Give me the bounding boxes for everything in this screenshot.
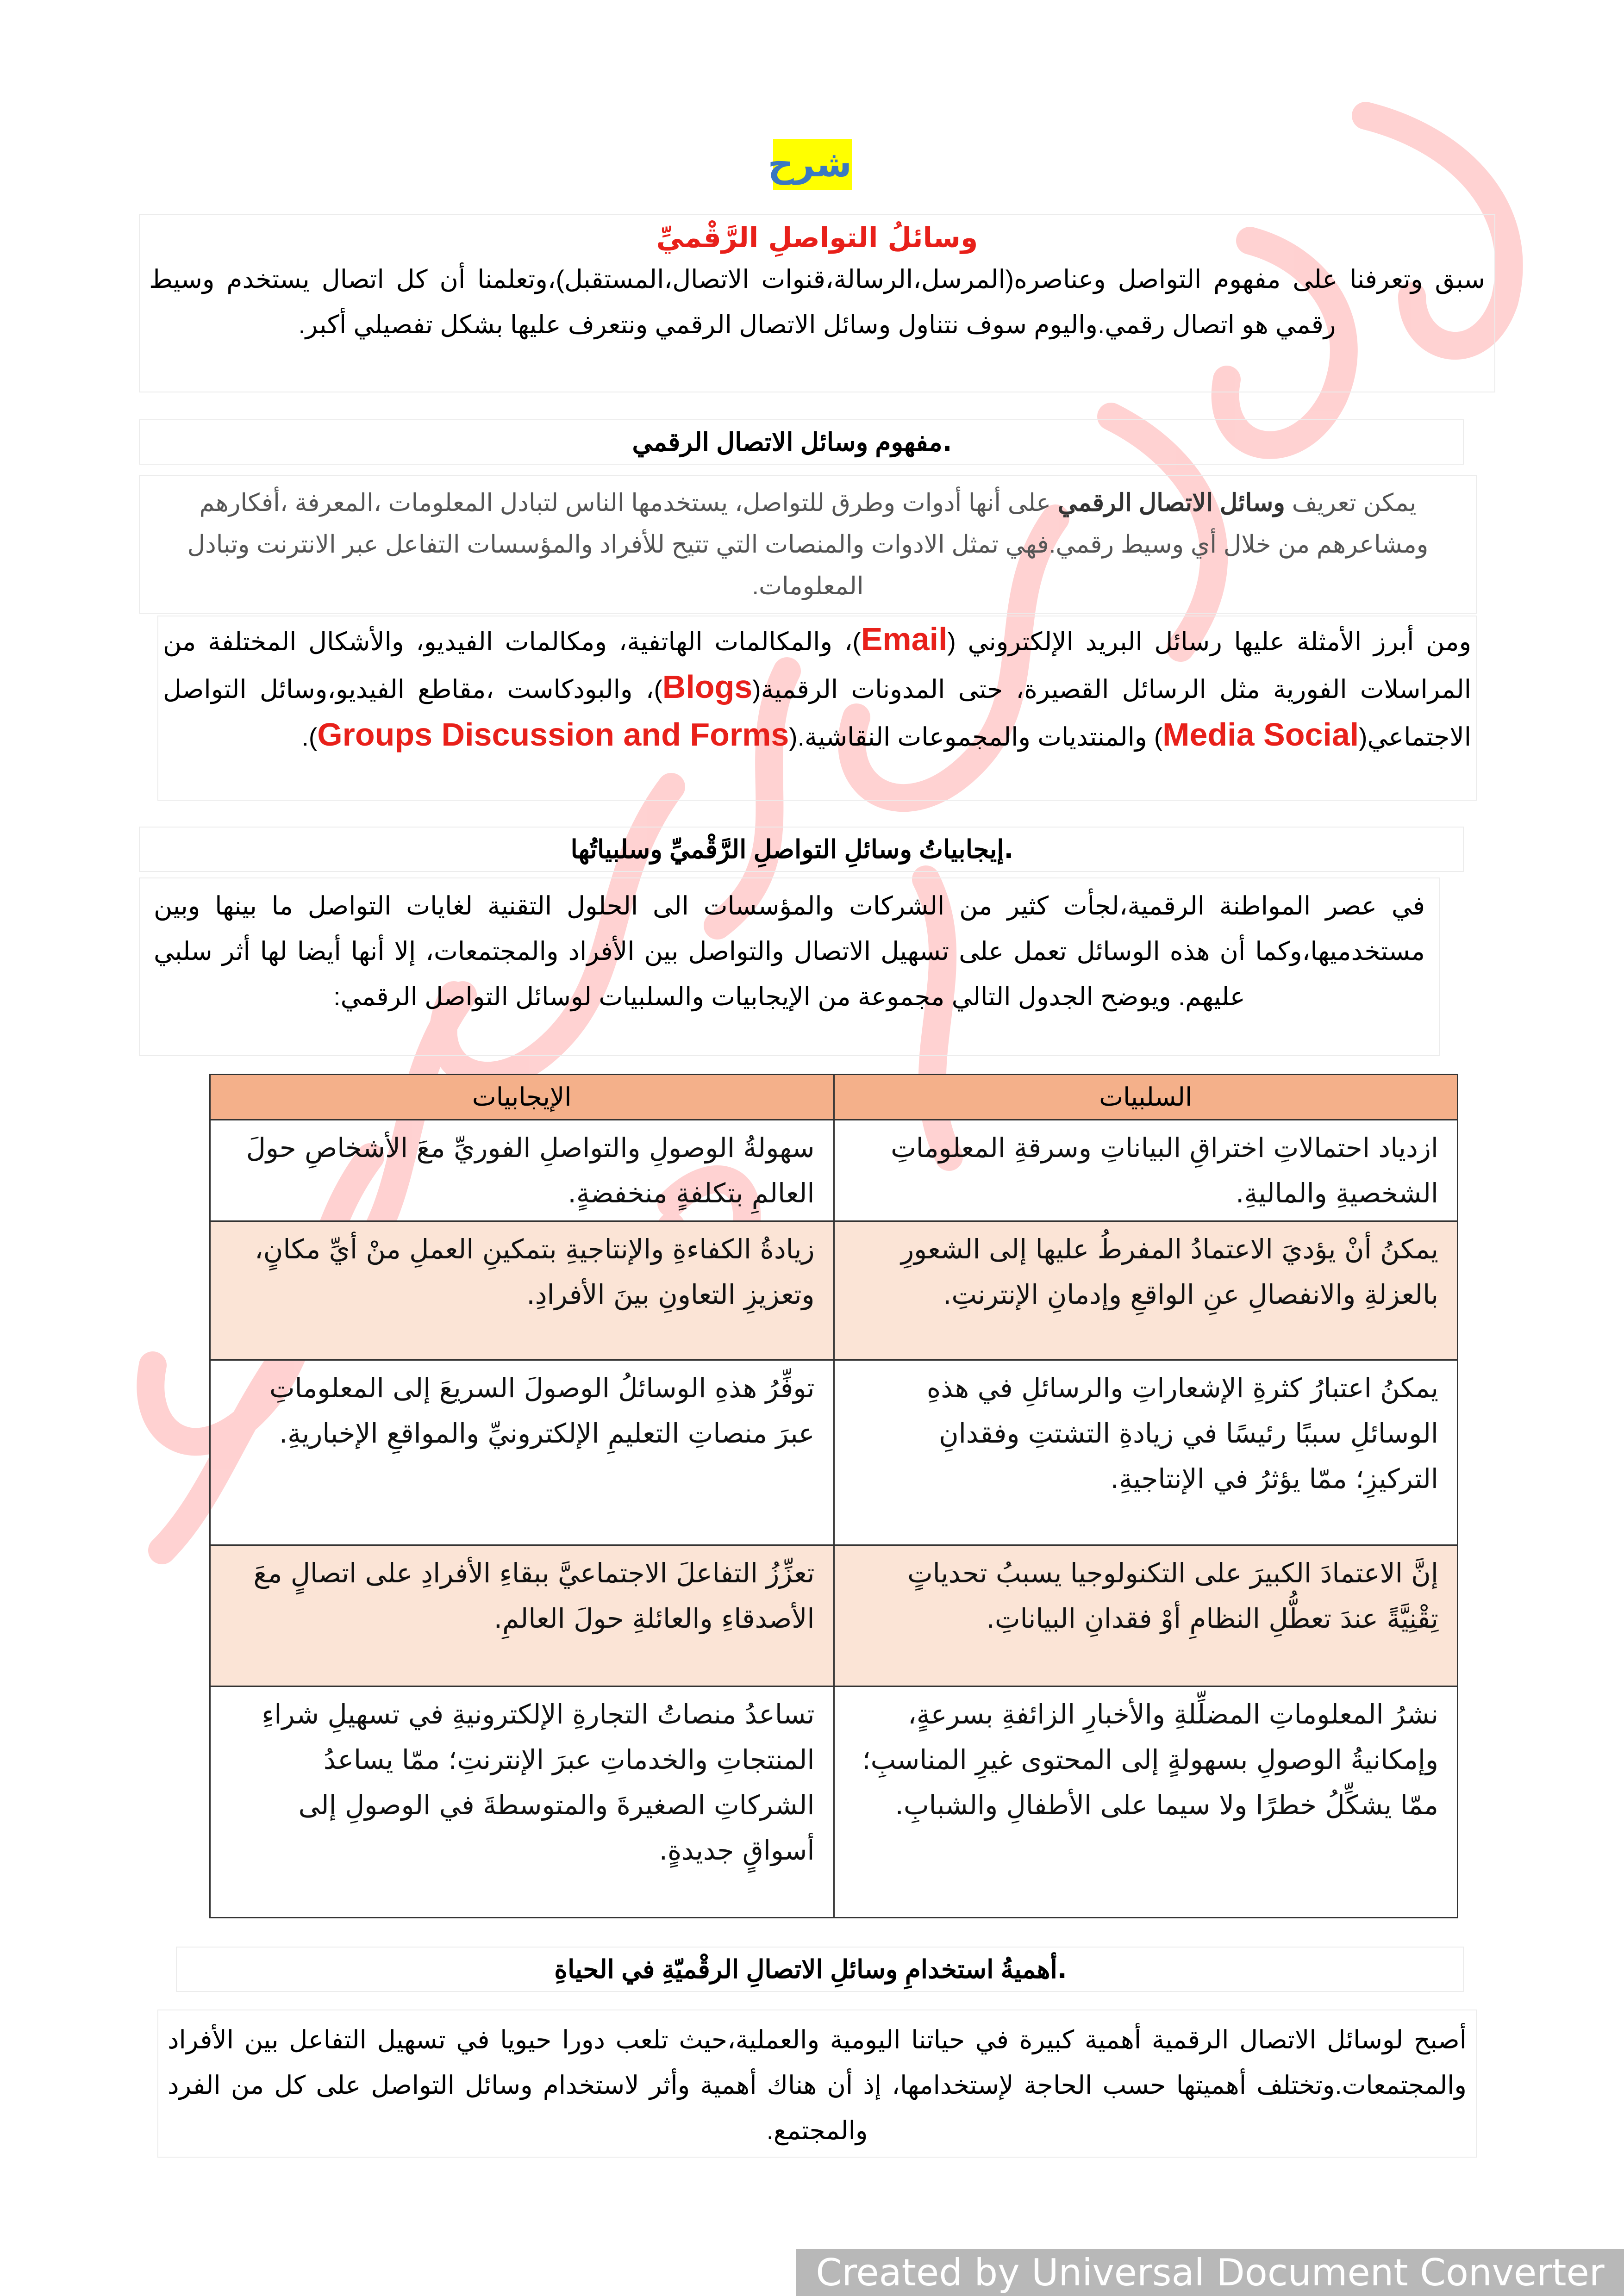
section-title: وسائلُ التواصلِ الرَّقْميِّ	[656, 222, 978, 254]
pros-cons-intro-box	[139, 877, 1440, 1056]
importance-box	[157, 2010, 1477, 2158]
page-title: شرح	[768, 143, 852, 185]
term-media-social: Media Social	[1162, 716, 1359, 753]
definition-term: وسائل الاتصال الرقمي	[1057, 489, 1285, 516]
pros-cell: تساعدُ منصاتُ التجارةِ الإلكترونيةِ في تسهيلِ شراءِ المنتجاتِ والخدماتِ عبرَ الإنترنتِ؛ ممّا يساعدُ الشركاتِ الصغيرةَ والمتوسطةَ في الوصولِ إلى أسواقٍ جديدةٍ.	[210, 1686, 834, 1918]
term-email: Email	[861, 621, 948, 657]
table-row	[210, 1221, 1458, 1360]
examples-box	[157, 616, 1477, 801]
intro-section	[139, 214, 1495, 392]
cons-cell: يمكنُ اعتبارُ كثرةِ الإشعاراتِ والرسائلِ في هذهِ الوسائلِ سببًا رئيسًا في زيادةِ التشتتِ وفقدانِ التركيزِ؛ ممّا يؤثرُ في الإنتاجيةِ.	[834, 1360, 1458, 1545]
term-groups: Groups Discussion and Forms	[317, 716, 789, 753]
pros-cell: سهولةُ الوصولِ والتواصلِ الفوريِّ معَ الأشخاصِ حولَ العالمِ بتكلفةٍ منخفضةٍ.	[210, 1120, 834, 1221]
title-highlight	[768, 139, 852, 190]
pros-cons-table	[209, 1074, 1458, 1918]
converter-footer: Created by Universal Document Converter	[796, 2249, 1624, 2296]
importance-heading: أهميةُ استخدامِ وسائلِ الاتصالِ الرقْميّةِ في الحياةِ	[554, 1955, 1057, 1984]
bullet-marker: .	[1004, 834, 1014, 864]
bullet-marker: .	[1057, 1954, 1067, 1984]
table-row	[210, 1686, 1458, 1918]
examples-text-4: ) والمنتديات والمجموعات النقاشية.(	[789, 722, 1163, 751]
cons-cell: يمكنُ أنْ يؤديَ الاعتمادُ المفرطُ عليها إلى الشعورِ بالعزلةِ والانفصالِ عنِ الواقعِ وإدمانِ الإنترنتِ.	[834, 1221, 1458, 1360]
table-header-row	[210, 1075, 1458, 1120]
examples-text-3: )، والبودكاست ،مقاطع الفيديو،وسائل التواصل الاجتماعي(	[163, 675, 1471, 751]
table-row	[210, 1120, 1458, 1221]
concept-heading-box	[139, 419, 1464, 465]
definition-rest: على أنها أدوات وطرق للتواصل، يستخدمها الناس لتبادل المعلومات ،المعرفة ،أفكارهم ومشاعرهم من خلال أي وسيط رقمي.فهي تمثل الادوات والمنصات التي تتيح للأفراد والمؤسسات التفاعل عبر الانترنت وتبادل المعلومات.	[187, 489, 1429, 600]
examples-text-2: )، والمكالمات الهاتفية، ومكالمات الفيديو، والأشكال المختلفة من المراسلات الفورية مثل الرسائل القصيرة، حتى المدونات الرقمية(	[163, 627, 1471, 703]
pros-cell: زيادةُ الكفاءةِ والإنتاجيةِ بتمكينِ العملِ منْ أيِّ مكانٍ، وتعزيزِ التعاونِ بينَ الأفرادِ.	[210, 1221, 834, 1360]
bullet-marker: .	[942, 427, 952, 457]
pros-cons-heading-box	[139, 827, 1464, 872]
cons-cell: ازدياد احتمالاتِ اختراقِ البياناتِ وسرقةِ المعلوماتِ الشخصيةِ والماليةِ.	[834, 1120, 1458, 1221]
definition-box	[139, 475, 1477, 614]
cons-cell: إنَّ الاعتمادَ الكبيرَ على التكنولوجيا يسببُ تحدياتٍ تِقْنِيَّةً عندَ تعطُّلِ النظامِ أوْ فقدانِ البياناتِ.	[834, 1545, 1458, 1686]
examples-paragraph	[163, 616, 1471, 759]
examples-text-1: ومن أبرز الأمثلة عليها رسائل البريد الإلكتروني (	[947, 627, 1472, 656]
header-pros: الإيجابيات	[210, 1075, 834, 1120]
examples-text-5: ).	[301, 722, 318, 751]
pros-cell: تعزِّزُ التفاعلَ الاجتماعيَّ ببقاءِ الأفرادِ على اتصالٍ معَ الأصدقاءِ والعائلةِ حولَ العالمِ.	[210, 1545, 834, 1686]
definition-paragraph	[168, 482, 1448, 607]
intro-paragraph: سبق وتعرفنا على مفهوم التواصل وعناصره(المرسل،الرسالة،قنوات الاتصال،المستقبل)،وتعلمنا أن كل اتصال يستخدم وسيط رقمي هو اتصال رقمي.واليوم سوف نتناول وسائل الاتصال الرقمي ونتعرف عليها بشكل تفصيلي أكبر.	[149, 265, 1485, 339]
table-row	[210, 1360, 1458, 1545]
concept-heading: مفهوم وسائل الاتصال الرقمي	[632, 428, 943, 456]
pros-cell: توفِّرُ هذهِ الوسائلُ الوصولَ السريعَ إلى المعلوماتِ عبرَ منصاتِ التعليمِ الإلكترونيِّ والمواقعِ الإخباريةِ.	[210, 1360, 834, 1545]
pros-cons-intro: في عصر المواطنة الرقمية،لجأت كثير من الشركات والمؤسسات الى الحلول التقنية لغايات التواصل ما بينها وبين مستخدميها،وكما أن هذه الوسائل تعمل على تسهيل الاتصال والتواصل بين الأفراد والمجتمعات، إلا أنها أيضا لها أثر سلبي عليهم. ويوضح الجدول التالي مجموعة من الإيجابيات والسلبيات لوسائل التواصل الرقمي:	[154, 891, 1425, 1011]
term-blogs: Blogs	[662, 669, 753, 705]
pros-cons-heading: إيجابياتُ وسائلِ التواصلِ الرَّقْميِّ وسلبياتُها	[570, 835, 1004, 864]
table-row	[210, 1545, 1458, 1686]
cons-cell: نشرُ المعلوماتِ المضلِّلةِ والأخبارِ الزائفةِ بسرعةٍ، وإمكانيةُ الوصولِ بسهولةٍ إلى المحتوى غيرِ المناسبِ؛ ممّا يشكِّلُ خطرًا ولا سيما على الأطفالِ والشبابِ.	[834, 1686, 1458, 1918]
importance-paragraph: أصبح لوسائل الاتصال الرقمية أهمية كبيرة في حياتنا اليومية والعملية،حيث تلعب دورا حيويا في تسهيل التفاعل بين الأفراد والمجتمعات.وتختلف أهميتها حسب الحاجة لإستخدامها، إذ أن هناك أهمية وأثر لاستخدام وسائل التواصل على كل من الفرد والمجتمع.	[168, 2025, 1467, 2145]
header-cons: السلبيات	[834, 1075, 1458, 1120]
definition-prefix: يمكن تعريف	[1285, 489, 1417, 516]
importance-heading-box	[176, 1947, 1464, 1992]
